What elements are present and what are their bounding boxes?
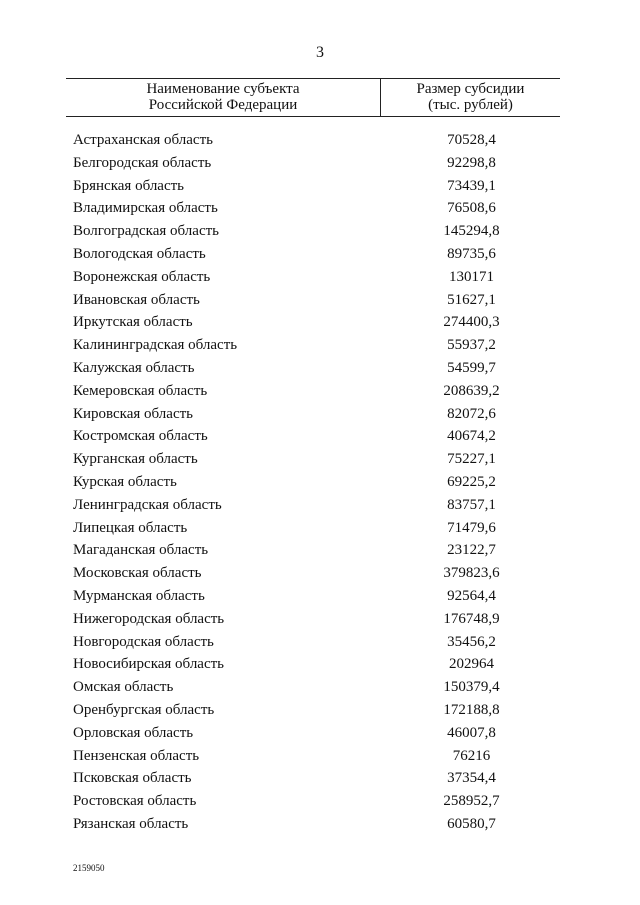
- region-name: Ленинградская область: [73, 496, 222, 513]
- subsidy-amount: 172188,8: [443, 701, 500, 718]
- region-name: Курская область: [73, 473, 177, 490]
- subsidy-amount: 76508,6: [447, 200, 496, 217]
- region-name: Белгородская область: [73, 154, 212, 171]
- region-name: Костромская область: [73, 428, 208, 445]
- region-name: Астраханская область: [73, 132, 213, 148]
- table-row: [0, 494, 640, 517]
- subsidy-amount: 145294,8: [443, 223, 500, 240]
- region-name: Новгородская область: [73, 633, 214, 650]
- subsidy-amount: 258952,7: [443, 793, 500, 810]
- region-name: Калининградская область: [73, 337, 238, 354]
- region-name: Нижегородская область: [73, 610, 225, 627]
- table-row: [0, 790, 640, 813]
- table-row: [0, 471, 640, 494]
- subsidy-amount: 379823,6: [443, 565, 500, 582]
- region-name: Брянская область: [73, 177, 185, 194]
- table-row: [0, 334, 640, 357]
- column-header-amount: [381, 81, 560, 113]
- table-row: [0, 289, 640, 312]
- subsidy-amount: 274400,3: [443, 314, 500, 331]
- subsidy-amount: 69225,2: [447, 473, 496, 490]
- subsidy-amount: 92564,4: [447, 587, 496, 604]
- subsidy-amount: 82072,6: [447, 405, 496, 422]
- table-row: [0, 676, 640, 699]
- table-row: [0, 152, 640, 175]
- subsidy-amount: 208639,2: [443, 382, 500, 399]
- subsidy-amount: 92298,8: [447, 154, 496, 171]
- subsidy-amount: 60580,7: [447, 815, 496, 832]
- region-name: Кировская область: [73, 405, 194, 422]
- region-name: Омская область: [73, 679, 174, 696]
- table-row: [0, 745, 640, 768]
- page-number: 3: [316, 44, 324, 61]
- table-row: [0, 129, 640, 152]
- subsidy-amount: 202964: [449, 656, 494, 673]
- table-row: [0, 220, 640, 243]
- region-name: Пензенская область: [73, 747, 200, 764]
- region-name: Мурманская область: [73, 587, 205, 604]
- subsidy-amount: 54599,7: [447, 359, 496, 376]
- table-row: [0, 243, 640, 266]
- region-name: Ростовская область: [73, 793, 197, 810]
- table-row: [0, 311, 640, 334]
- region-name: Вологодская область: [73, 245, 206, 262]
- table-row: [0, 448, 640, 471]
- table-row: [0, 813, 640, 836]
- region-name: Владимирская область: [73, 200, 218, 217]
- table-row: [0, 653, 640, 676]
- subsidy-amount: 73439,1: [447, 177, 496, 194]
- column-header-region: [66, 81, 380, 113]
- subsidy-amount: 76216: [452, 747, 491, 764]
- region-name: Курганская область: [73, 451, 198, 468]
- subsidy-amount: 75227,1: [447, 451, 496, 468]
- region-name: Псковская область: [73, 770, 192, 787]
- subsidy-amount: 35456,2: [447, 633, 496, 650]
- table-row: [0, 562, 640, 585]
- region-name: Волгоградская область: [73, 223, 219, 240]
- region-name: Рязанская область: [73, 815, 189, 832]
- table-row: [0, 631, 640, 654]
- table-row: [0, 767, 640, 790]
- region-name: Липецкая область: [73, 519, 188, 536]
- subsidy-amount: 23122,7: [447, 542, 496, 559]
- subsidy-amount: 55937,2: [447, 337, 496, 354]
- region-name: Оренбургская область: [73, 701, 215, 718]
- table-row: [0, 266, 640, 289]
- column-header-region-line1: Наименование субъекта: [146, 81, 300, 97]
- column-header-amount-line2: (тыс. рублей): [428, 97, 513, 113]
- region-name: Новосибирская область: [73, 656, 225, 673]
- subsidy-amount: 40674,2: [447, 428, 496, 445]
- table-row: [0, 175, 640, 198]
- region-name: Магаданская область: [73, 542, 209, 559]
- column-header-amount-line1: Размер субсидии: [416, 81, 525, 97]
- region-name: Кемеровская область: [73, 382, 208, 399]
- region-name: Воронежская область: [73, 268, 211, 285]
- table-row: [0, 197, 640, 220]
- region-name: Ивановская область: [73, 291, 200, 308]
- subsidy-amount: 37354,4: [447, 770, 496, 787]
- table-row: [0, 539, 640, 562]
- subsidy-amount: 71479,6: [447, 519, 496, 536]
- subsidy-amount: 89735,6: [447, 245, 496, 262]
- subsidy-amount: 70528,4: [447, 132, 496, 148]
- table-row: [0, 722, 640, 745]
- table-row: [0, 380, 640, 403]
- table-body: [0, 129, 640, 836]
- document-code: 2159050: [73, 863, 105, 873]
- table-row: [0, 357, 640, 380]
- subsidy-amount: 130171: [449, 268, 494, 285]
- column-header-region-line2: Российской Федерации: [148, 97, 298, 113]
- table-row: [0, 585, 640, 608]
- table-row: [0, 517, 640, 540]
- subsidy-amount: 150379,4: [443, 679, 500, 696]
- region-name: Орловская область: [73, 724, 194, 741]
- subsidy-amount: 46007,8: [447, 724, 496, 741]
- table-row: [0, 425, 640, 448]
- region-name: Иркутская область: [73, 314, 193, 331]
- subsidy-amount: 83757,1: [447, 496, 496, 513]
- subsidy-amount: 176748,9: [443, 610, 500, 627]
- subsidy-amount: 51627,1: [447, 291, 496, 308]
- table-row: [0, 403, 640, 426]
- region-name: Калужская область: [73, 359, 195, 376]
- table-row: [0, 699, 640, 722]
- table-row: [0, 608, 640, 631]
- table-header: [66, 78, 560, 117]
- region-name: Московская область: [73, 565, 202, 582]
